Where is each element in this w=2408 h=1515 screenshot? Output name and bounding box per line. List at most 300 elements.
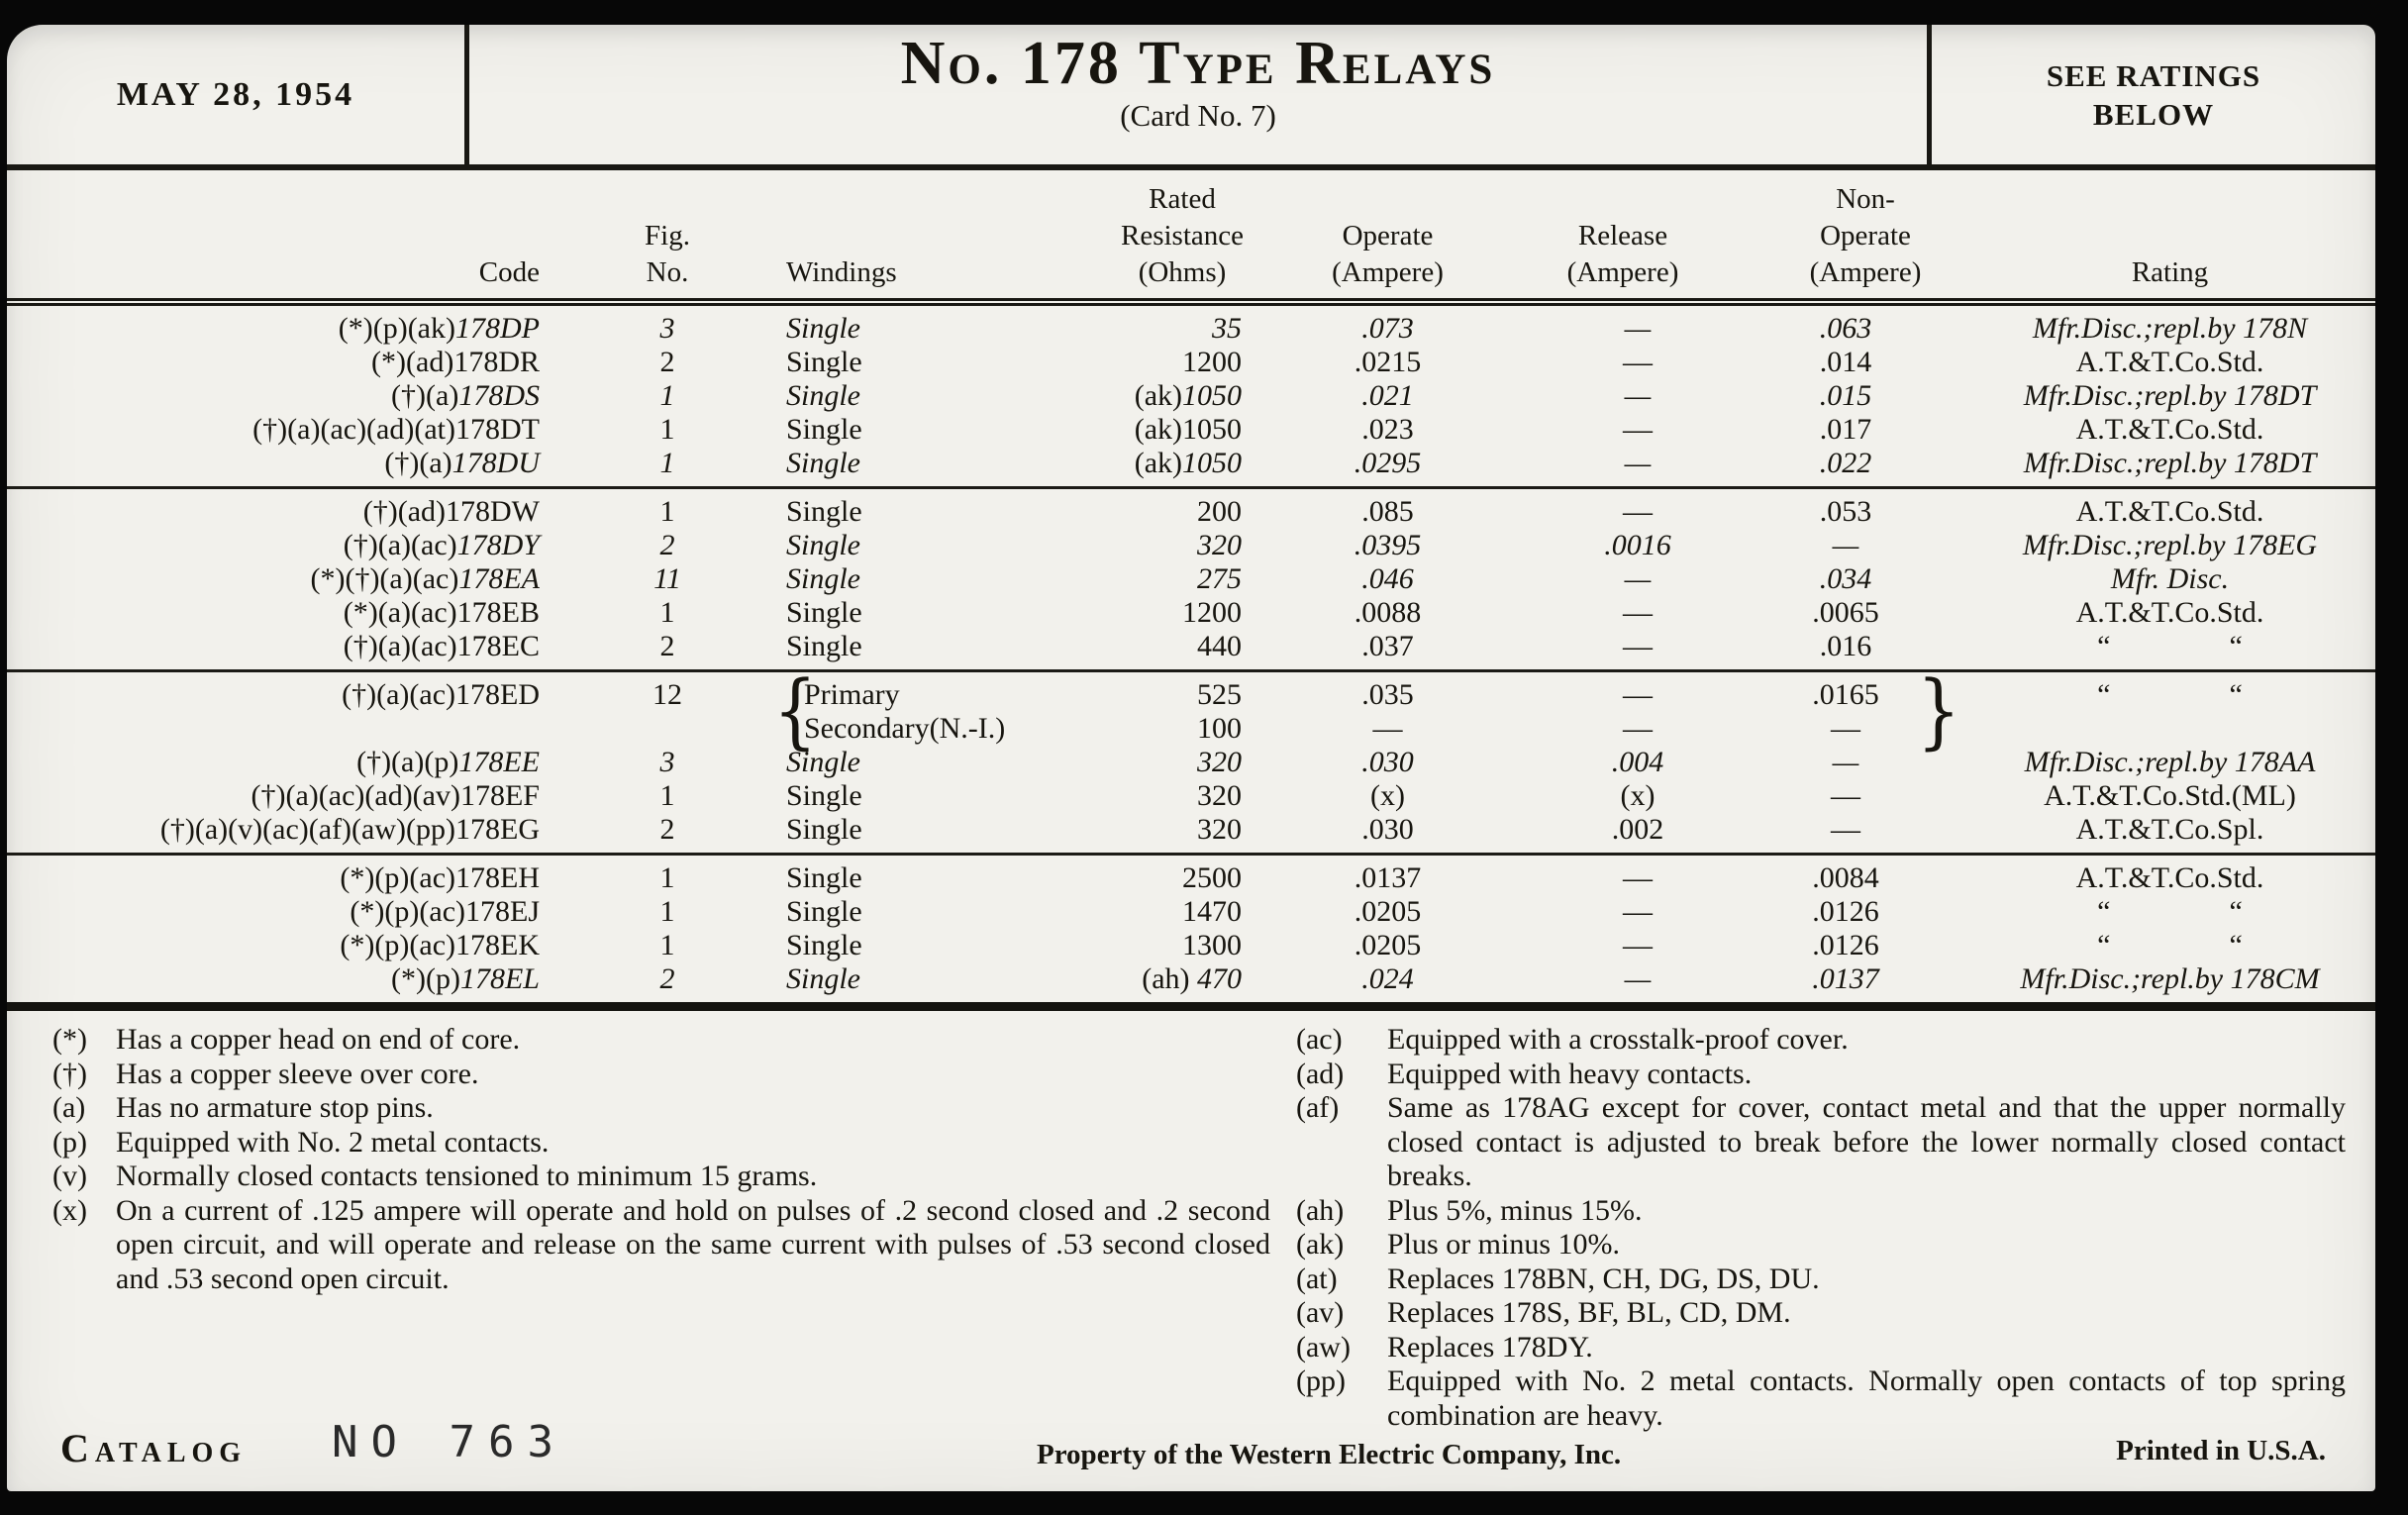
op-cell-178EE bbox=[1296, 746, 1479, 779]
res-cell-178DW bbox=[1068, 495, 1296, 529]
rating-cell-178EK bbox=[1964, 929, 2375, 962]
release-value: — bbox=[1623, 712, 1653, 745]
rating-cell-178ED bbox=[1964, 678, 2375, 746]
non_operate-value: .053 bbox=[1819, 495, 1872, 528]
rating-value: Mfr.Disc.;repl.by 178AA bbox=[2024, 746, 2316, 778]
windings-value: Single bbox=[786, 895, 862, 928]
release-value: — bbox=[1624, 447, 1652, 479]
col-header-fig-line: Fig. bbox=[645, 220, 690, 252]
footnotes-right bbox=[1286, 1023, 2375, 1433]
footnotes bbox=[7, 1011, 2375, 1433]
fig-cell-178DW bbox=[553, 495, 781, 529]
non-cell-178ED bbox=[1766, 664, 1964, 758]
rating-cell-178EJ bbox=[1964, 895, 2375, 929]
footnote-text: Same as 178AG except for cover, contact metal and that the upper normally closed contact is adjusted to break before the lower normally closed contact breaks. bbox=[1387, 1091, 2346, 1192]
rating-cell-178DR bbox=[1964, 346, 2375, 379]
fig-cell-178EA bbox=[553, 562, 781, 596]
non-cell-178EB bbox=[1766, 596, 1964, 630]
operate-value: .0137 bbox=[1354, 861, 1422, 894]
code-prefix: (†)(a)(ac)(ad)(av) bbox=[251, 779, 460, 812]
rating-value: A.T.&T.Co.Std. bbox=[2075, 413, 2264, 446]
release-value: (x) bbox=[1620, 779, 1656, 812]
non_operate-value: .014 bbox=[1819, 346, 1872, 378]
win-cell-178DU bbox=[781, 447, 1068, 480]
fig-value: 2 bbox=[659, 630, 675, 662]
code-prefix: (†)(a)(ac)(ad)(at) bbox=[252, 413, 455, 446]
windings-value: Single bbox=[786, 630, 862, 662]
res-cell-178EG bbox=[1068, 813, 1296, 847]
footnote-marker: (x) bbox=[52, 1193, 87, 1227]
non_operate-value: .0065 bbox=[1812, 596, 1879, 629]
res-cell-178EK bbox=[1068, 929, 1296, 962]
resistance-value: 320 bbox=[1197, 779, 1242, 812]
code-line bbox=[7, 813, 540, 847]
rel-cell-178DU bbox=[1479, 447, 1766, 480]
res-cell-178DU bbox=[1068, 447, 1296, 480]
op-cell-178DW bbox=[1296, 495, 1479, 529]
property-line: Property of the Western Electric Company, Inc. bbox=[1037, 1439, 1622, 1470]
windings-value: Single bbox=[786, 962, 860, 995]
non-cell-178EF bbox=[1766, 779, 1964, 813]
windings-value: Single bbox=[786, 562, 860, 595]
relay-row-178EK bbox=[7, 929, 2375, 962]
fig-value: 1 bbox=[659, 447, 675, 479]
non_operate-value: .016 bbox=[1819, 630, 1872, 662]
res-cell-178EF bbox=[1068, 779, 1296, 813]
rating-value: A.T.&T.Co.Spl. bbox=[2075, 813, 2264, 846]
footnote-item-† bbox=[7, 1058, 1286, 1092]
rel-cell-178EK bbox=[1479, 929, 1766, 962]
release-value: — bbox=[1624, 562, 1652, 595]
rel-cell-178EJ bbox=[1479, 895, 1766, 929]
relay-table-body bbox=[7, 306, 2375, 1011]
code-prefix: (*)(p)(ac) bbox=[340, 861, 455, 894]
relay-row-178DS bbox=[7, 379, 2375, 413]
col-header-non-line: Non- bbox=[1836, 183, 1895, 215]
non_operate-value: .0137 bbox=[1812, 962, 1879, 995]
winding-brace-left: { bbox=[772, 664, 818, 758]
release-value: — bbox=[1624, 379, 1652, 412]
windings-value: Single bbox=[786, 861, 862, 894]
relay-row-178EH bbox=[7, 861, 2375, 895]
code-prefix: (†)(a)(ac) bbox=[343, 630, 457, 662]
win-cell-178DT bbox=[781, 413, 1068, 447]
footnote-marker: (ac) bbox=[1296, 1023, 1343, 1056]
release-value: — bbox=[1623, 495, 1653, 528]
winding-brace-right: } bbox=[1916, 664, 1961, 758]
operate-value: — bbox=[1372, 712, 1403, 745]
code-id: 178EL bbox=[459, 962, 540, 995]
footnote-marker: (ah) bbox=[1296, 1193, 1345, 1227]
footnote-text: On a current of .125 ampere will operate and hold on pulses of .2 second closed and .2 second open circuit, and will operate and release on the same current with pulses of .53 second closed and .53 second open circuit. bbox=[116, 1193, 1270, 1295]
win-cell-178DY bbox=[781, 529, 1068, 562]
fig-value: 3 bbox=[659, 312, 675, 345]
resistance-value: 35 bbox=[1212, 312, 1242, 345]
footnote-marker: (a) bbox=[52, 1091, 86, 1124]
code-cell-178DS bbox=[7, 379, 553, 413]
col-header-rating-label: Rating bbox=[2131, 256, 2209, 288]
code-line bbox=[7, 861, 540, 895]
footnote-marker: (aw) bbox=[1296, 1330, 1351, 1364]
footnote-text: Equipped with No. 2 metal contacts. bbox=[116, 1125, 550, 1159]
rel-cell-178DT bbox=[1479, 413, 1766, 447]
resistance-value: 1300 bbox=[1182, 929, 1242, 961]
operate-value: .030 bbox=[1361, 746, 1414, 778]
op-cell-178DT bbox=[1296, 413, 1479, 447]
code-id: 178EE bbox=[458, 746, 540, 778]
windings-value: Single bbox=[786, 346, 862, 378]
code-cell-178ED bbox=[7, 678, 553, 746]
footnote-marker: (ad) bbox=[1296, 1057, 1345, 1090]
windings-value: Single bbox=[786, 596, 862, 629]
release-value: .004 bbox=[1611, 746, 1664, 778]
rating-cell-178DW bbox=[1964, 495, 2375, 529]
rating-value: “ “ bbox=[2097, 630, 2243, 662]
card-subtitle: (Card No. 7) bbox=[1120, 98, 1276, 133]
non-cell-178EL bbox=[1766, 962, 1964, 996]
resistance-number: 1050 bbox=[1182, 379, 1242, 412]
col-header-code-label: Code bbox=[478, 256, 540, 288]
rating-cell-178DY bbox=[1964, 529, 2375, 562]
release-value: — bbox=[1623, 630, 1653, 662]
rating-value: A.T.&T.Co.Std. bbox=[2075, 495, 2264, 528]
footnote-item-x bbox=[7, 1194, 1286, 1297]
op-cell-178EB bbox=[1296, 596, 1479, 630]
rel-cell-178EL bbox=[1479, 962, 1766, 996]
res-cell-178DT bbox=[1068, 413, 1296, 447]
relay-row-178EE bbox=[7, 746, 2375, 779]
relay-row-178EF bbox=[7, 779, 2375, 813]
non-cell-178DU bbox=[1766, 447, 1964, 480]
code-cell-178EK bbox=[7, 929, 553, 962]
code-id: 178DR bbox=[453, 346, 540, 378]
win-cell-178EK bbox=[781, 929, 1068, 962]
footnote-item-ac bbox=[1286, 1023, 2375, 1058]
rating-value: Mfr. Disc. bbox=[2110, 562, 2230, 595]
footnote-item-* bbox=[7, 1023, 1286, 1058]
windings-value: Single bbox=[786, 746, 860, 778]
rating-value: Mfr.Disc.;repl.by 178N bbox=[2032, 312, 2308, 345]
operate-value: (x) bbox=[1370, 779, 1405, 812]
resistance-value bbox=[1068, 413, 1242, 447]
code-id: 178EK bbox=[455, 929, 540, 961]
fig-cell-178DS bbox=[553, 379, 781, 413]
relay-catalog-card bbox=[7, 25, 2375, 1491]
non-cell-178DP bbox=[1766, 312, 1964, 346]
fig-value: 2 bbox=[659, 346, 675, 378]
code-prefix: (*)(†)(a)(ac) bbox=[310, 562, 459, 595]
op-cell-178DP bbox=[1296, 312, 1479, 346]
non-cell-178EH bbox=[1766, 861, 1964, 895]
fig-cell-178EK bbox=[553, 929, 781, 962]
code-line bbox=[7, 746, 540, 779]
windings-value: Secondary(N.-I.) bbox=[804, 712, 1006, 745]
fig-cell-178EH bbox=[553, 861, 781, 895]
code-id: 178EF bbox=[459, 779, 540, 812]
win-cell-178EE bbox=[781, 746, 1068, 779]
rel-cell-178EC bbox=[1479, 630, 1766, 663]
res-cell-178DP bbox=[1068, 312, 1296, 346]
fig-value: 1 bbox=[659, 929, 675, 961]
code-prefix: (†)(a)(ac) bbox=[343, 529, 457, 561]
code-prefix: (*)(a)(ac) bbox=[343, 596, 457, 629]
catalog-label: Catalog bbox=[60, 1426, 248, 1470]
fig-value: 2 bbox=[659, 813, 675, 846]
rating-value: A.T.&T.Co.Std. bbox=[2075, 596, 2264, 629]
op-cell-178EH bbox=[1296, 861, 1479, 895]
operate-value: .023 bbox=[1361, 413, 1414, 446]
code-id: 178DS bbox=[458, 379, 540, 412]
code-id: 178EG bbox=[455, 813, 540, 846]
code-prefix: (†)(ad) bbox=[362, 495, 447, 528]
fig-cell-178EG bbox=[553, 813, 781, 847]
rating-value: Mfr.Disc.;repl.by 178DT bbox=[2023, 447, 2317, 479]
footnote-marker: (pp) bbox=[1296, 1364, 1346, 1397]
resistance-value bbox=[1068, 962, 1242, 996]
release-value: .0016 bbox=[1604, 529, 1671, 561]
non_operate-value: .015 bbox=[1819, 379, 1872, 412]
footnote-marker: (av) bbox=[1296, 1296, 1345, 1329]
fig-cell-178DP bbox=[553, 312, 781, 346]
code-line bbox=[7, 962, 540, 996]
release-value: — bbox=[1623, 596, 1653, 629]
code-prefix: (†)(a) bbox=[391, 379, 459, 412]
release-value: — bbox=[1624, 962, 1652, 995]
op-cell-178EK bbox=[1296, 929, 1479, 962]
col-header-rel-line: (Ampere) bbox=[1566, 256, 1679, 288]
relay-row-178DR bbox=[7, 346, 2375, 379]
code-cell-178EH bbox=[7, 861, 553, 895]
rel-cell-178DY bbox=[1479, 529, 1766, 562]
resistance-value: 1470 bbox=[1182, 895, 1242, 928]
col-header-fig-no bbox=[553, 218, 781, 291]
code-cell-178DR bbox=[7, 346, 553, 379]
rating-value: “ “ bbox=[2097, 929, 2243, 961]
code-line bbox=[7, 312, 540, 346]
code-cell-178DT bbox=[7, 413, 553, 447]
non-cell-178DS bbox=[1766, 379, 1964, 413]
resistance-number: 1050 bbox=[1182, 413, 1242, 446]
card-title: No. 178 Type Relays bbox=[900, 30, 1496, 97]
windings-value: Single bbox=[786, 447, 860, 479]
rel-cell-178DP bbox=[1479, 312, 1766, 346]
non-cell-178EG bbox=[1766, 813, 1964, 847]
rel-cell-178EE bbox=[1479, 746, 1766, 779]
relay-group-4 bbox=[7, 856, 2375, 1011]
code-prefix: (*)(p) bbox=[391, 962, 460, 995]
col-header-release bbox=[1479, 218, 1766, 291]
code-id: 178ED bbox=[455, 678, 540, 711]
rating-value: A.T.&T.Co.Std.(ML) bbox=[2044, 779, 2296, 812]
col-header-res-line: Rated bbox=[1149, 183, 1216, 215]
col-header-code bbox=[7, 254, 553, 291]
res-cell-178ED bbox=[1068, 678, 1296, 746]
footnote-item-ad bbox=[1286, 1058, 2375, 1092]
code-cell-178EF bbox=[7, 779, 553, 813]
footnote-text: Equipped with a crosstalk-proof cover. bbox=[1387, 1023, 1849, 1056]
op-cell-178EA bbox=[1296, 562, 1479, 596]
release-value: — bbox=[1623, 895, 1653, 928]
rel-cell-178DW bbox=[1479, 495, 1766, 529]
catalog-number-stamp: NO 763 bbox=[332, 1417, 566, 1467]
fig-value: 1 bbox=[659, 413, 675, 446]
rating-cell-178EL bbox=[1964, 962, 2375, 996]
rating-cell-178EF bbox=[1964, 779, 2375, 813]
resistance-value: 100 bbox=[1197, 712, 1242, 745]
non_operate-value: — bbox=[1831, 813, 1860, 846]
col-header-rating bbox=[1964, 254, 2375, 291]
footnote-text: Replaces 178BN, CH, DG, DS, DU. bbox=[1387, 1262, 1820, 1295]
operate-value: .046 bbox=[1361, 562, 1414, 595]
win-cell-178DW bbox=[781, 495, 1068, 529]
code-line bbox=[7, 895, 540, 929]
relay-row-178EA bbox=[7, 562, 2375, 596]
win-cell-178DR bbox=[781, 346, 1068, 379]
code-line bbox=[7, 678, 540, 712]
col-header-op-line: (Ampere) bbox=[1332, 256, 1444, 288]
col-header-fig-line: No. bbox=[646, 256, 689, 288]
non-cell-178DY bbox=[1766, 529, 1964, 562]
relay-row-178EB bbox=[7, 596, 2375, 630]
footnote-marker: (ak) bbox=[1296, 1228, 1345, 1261]
rating-value: Mfr.Disc.;repl.by 178DT bbox=[2023, 379, 2317, 412]
footnote-text: Equipped with heavy contacts. bbox=[1387, 1057, 1753, 1090]
footnote-item-av bbox=[1286, 1296, 2375, 1331]
col-header-op-line: Operate bbox=[1342, 220, 1434, 252]
resistance-value: 320 bbox=[1197, 529, 1242, 561]
rating-cell-178DU bbox=[1964, 447, 2375, 480]
col-header-non-line: (Ampere) bbox=[1809, 256, 1922, 288]
resistance-value bbox=[1068, 379, 1242, 413]
footnote-marker: (†) bbox=[52, 1057, 87, 1090]
footnote-item-p bbox=[7, 1126, 1286, 1161]
relay-row-178DP bbox=[7, 312, 2375, 346]
op-cell-178DR bbox=[1296, 346, 1479, 379]
fig-value: 11 bbox=[653, 562, 681, 595]
op-cell-178EL bbox=[1296, 962, 1479, 996]
fig-cell-178EE bbox=[553, 746, 781, 779]
footnote-text: Replaces 178DY. bbox=[1387, 1330, 1593, 1364]
code-cell-178EA bbox=[7, 562, 553, 596]
release-value: — bbox=[1623, 346, 1653, 378]
footnote-marker: (p) bbox=[52, 1125, 87, 1159]
op-cell-178DS bbox=[1296, 379, 1479, 413]
fig-value: 1 bbox=[659, 596, 675, 629]
code-prefix: (†)(a) bbox=[384, 447, 452, 479]
code-id: 178DW bbox=[446, 495, 540, 528]
code-line bbox=[7, 929, 540, 962]
footnote-text: Has no armature stop pins. bbox=[116, 1091, 434, 1124]
code-line bbox=[7, 529, 540, 562]
win-cell-178DS bbox=[781, 379, 1068, 413]
win-cell-178EG bbox=[781, 813, 1068, 847]
footnote-text: Has a copper sleeve over core. bbox=[116, 1057, 479, 1090]
rel-cell-178EA bbox=[1479, 562, 1766, 596]
resistance-value: 1200 bbox=[1182, 596, 1242, 629]
rating-cell-178DS bbox=[1964, 379, 2375, 413]
code-cell-178EC bbox=[7, 630, 553, 663]
fig-cell-178EF bbox=[553, 779, 781, 813]
relay-row-178DY bbox=[7, 529, 2375, 562]
code-id: 178EA bbox=[458, 562, 540, 595]
code-prefix: (†)(a)(v)(ac)(af)(aw)(pp) bbox=[159, 813, 455, 846]
op-cell-178DY bbox=[1296, 529, 1479, 562]
release-value: — bbox=[1623, 413, 1653, 446]
relay-row-178DT bbox=[7, 413, 2375, 447]
res-cell-178DS bbox=[1068, 379, 1296, 413]
footnote-text: Plus or minus 10%. bbox=[1387, 1228, 1621, 1261]
release-value: .002 bbox=[1611, 813, 1664, 846]
res-cell-178DY bbox=[1068, 529, 1296, 562]
op-cell-178ED bbox=[1296, 678, 1479, 746]
rating-cell-178DT bbox=[1964, 413, 2375, 447]
res-cell-178EA bbox=[1068, 562, 1296, 596]
non_operate-value: .0126 bbox=[1812, 929, 1879, 961]
rel-cell-178DR bbox=[1479, 346, 1766, 379]
code-line bbox=[7, 447, 540, 480]
resistance-prefix: (ak) bbox=[1134, 413, 1182, 446]
win-cell-178EC bbox=[781, 630, 1068, 663]
res-cell-178EE bbox=[1068, 746, 1296, 779]
operate-value: .0395 bbox=[1354, 529, 1422, 561]
card-footer bbox=[7, 1415, 2375, 1491]
date-stamp: MAY 28, 1954 bbox=[116, 75, 355, 113]
rel-cell-178ED bbox=[1479, 678, 1766, 746]
col-header-windings-label: Windings bbox=[786, 256, 897, 288]
win-cell-178ED bbox=[772, 664, 1068, 758]
non-cell-178EA bbox=[1766, 562, 1964, 596]
footnote-text: Equipped with No. 2 metal contacts. Normally open contacts of top spring combination are heavy. bbox=[1387, 1364, 2346, 1432]
windings-value: Single bbox=[786, 379, 860, 412]
fig-value: 1 bbox=[659, 495, 675, 528]
col-header-res-line: (Ohms) bbox=[1138, 256, 1227, 288]
windings-value: Single bbox=[786, 413, 862, 446]
op-cell-178EF bbox=[1296, 779, 1479, 813]
res-cell-178EJ bbox=[1068, 895, 1296, 929]
resistance-value: 275 bbox=[1197, 562, 1242, 595]
windings-value: Single bbox=[786, 529, 860, 561]
code-line bbox=[7, 779, 540, 813]
res-cell-178EL bbox=[1068, 962, 1296, 996]
code-line bbox=[7, 630, 540, 663]
code-cell-178DU bbox=[7, 447, 553, 480]
rating-cell-178EB bbox=[1964, 596, 2375, 630]
release-value: — bbox=[1623, 678, 1653, 711]
code-id: 178EB bbox=[456, 596, 540, 629]
code-line bbox=[7, 413, 540, 447]
non_operate-value: .034 bbox=[1819, 562, 1872, 595]
resistance-number: 1050 bbox=[1182, 447, 1242, 479]
resistance-prefix: (ak) bbox=[1134, 447, 1182, 479]
resistance-value bbox=[1068, 447, 1242, 480]
release-value: — bbox=[1624, 312, 1652, 345]
relay-row-178ED bbox=[7, 664, 2375, 758]
col-header-rel-line: Release bbox=[1577, 220, 1668, 252]
code-id: 178EH bbox=[455, 861, 540, 894]
code-id: 178DP bbox=[455, 312, 540, 345]
ratings-note bbox=[1932, 25, 2375, 164]
non-cell-178EJ bbox=[1766, 895, 1964, 929]
op-cell-178DU bbox=[1296, 447, 1479, 480]
footnote-marker: (*) bbox=[52, 1023, 87, 1056]
code-cell-178EJ bbox=[7, 895, 553, 929]
col-header-operate bbox=[1296, 218, 1479, 291]
rating-value: Mfr.Disc.;repl.by 178EG bbox=[2022, 529, 2318, 561]
res-cell-178DR bbox=[1068, 346, 1296, 379]
release-value: — bbox=[1623, 861, 1653, 894]
printed-line: Printed in U.S.A. bbox=[2116, 1435, 2326, 1466]
operate-value: .021 bbox=[1361, 379, 1414, 412]
